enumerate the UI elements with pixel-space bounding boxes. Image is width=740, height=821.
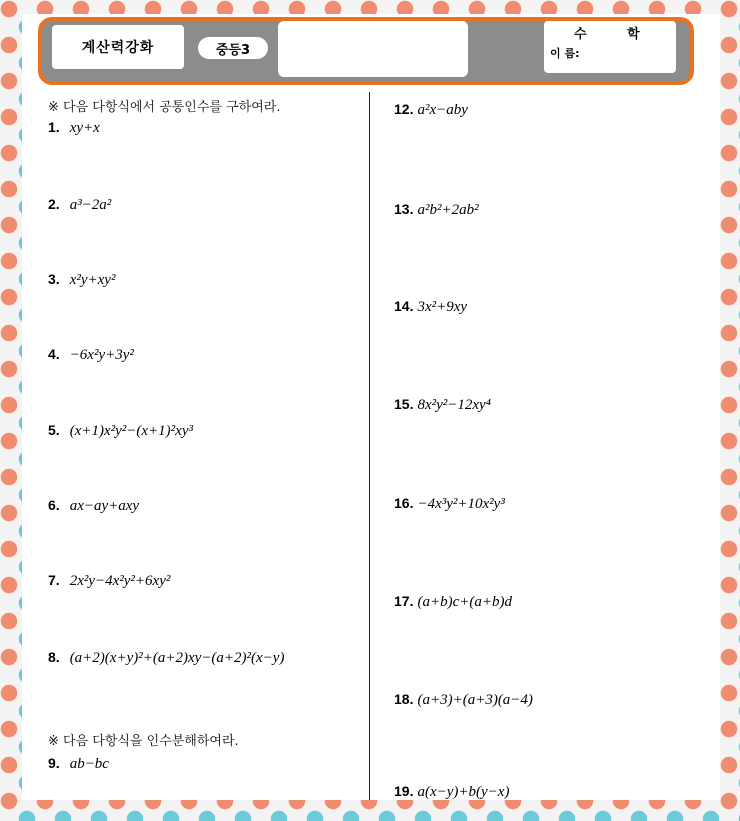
problem-expression: 3x²+9xy <box>417 299 468 315</box>
problem-expression: (x+1)x²y²−(x+1)²xy³ <box>69 423 193 439</box>
problem-number: 2. <box>48 196 60 212</box>
problem-number: 18. <box>394 691 414 707</box>
worksheet-page <box>22 14 720 800</box>
column-divider <box>369 92 370 800</box>
problem-number: 4. <box>48 346 60 362</box>
problem-19 <box>394 782 509 801</box>
problem-6 <box>48 496 139 515</box>
problem-number: 8. <box>48 649 60 665</box>
problem-expression: (a+b)c+(a+b)d <box>417 594 512 610</box>
problem-expression: −6x²y+3y² <box>69 347 134 363</box>
problem-number: 12. <box>394 101 414 117</box>
problem-number: 13. <box>394 201 414 217</box>
problem-number: 1. <box>48 119 60 135</box>
problem-expression: a²b²+2ab² <box>417 202 479 218</box>
name-label: 이 름: <box>550 47 580 60</box>
problem-number: 19. <box>394 783 414 799</box>
problem-number: 17. <box>394 593 414 609</box>
problem-7 <box>48 571 170 590</box>
problem-expression: (a+3)+(a+3)(a−4) <box>417 692 533 708</box>
problem-expression: a(x−y)+b(y−x) <box>417 784 510 800</box>
problem-expression: xy+x <box>69 120 100 136</box>
problem-15 <box>394 395 491 414</box>
problem-expression: x²y+xy² <box>69 272 116 288</box>
problem-4 <box>48 345 134 364</box>
instruction-common-factor: ※ 다음 다항식에서 공통인수를 구하여라. <box>48 100 281 115</box>
problem-2 <box>48 195 111 214</box>
name-box <box>544 21 676 73</box>
problem-14 <box>394 297 467 316</box>
instruction-factorize: ※ 다음 다항식을 인수분해하여라. <box>48 734 239 749</box>
problem-5 <box>48 421 193 440</box>
worksheet-title: 계산력강화 <box>52 25 184 69</box>
subject-label: 수 학 <box>574 27 658 42</box>
problem-9 <box>48 754 109 773</box>
grade-badge: 중등3 <box>198 37 268 59</box>
problem-expression: ax−ay+axy <box>69 498 140 514</box>
problem-3 <box>48 270 115 289</box>
problem-number: 6. <box>48 497 60 513</box>
problem-17 <box>394 592 512 611</box>
problem-expression: a³−2a² <box>69 197 112 213</box>
problem-expression: 8x²y²−12xy⁴ <box>417 397 491 413</box>
problem-number: 3. <box>48 271 60 287</box>
problem-number: 9. <box>48 755 60 771</box>
problem-16 <box>394 494 505 513</box>
problem-number: 16. <box>394 495 414 511</box>
problem-expression: a²x−aby <box>417 102 468 118</box>
problem-13 <box>394 200 479 219</box>
worksheet-header <box>38 17 694 85</box>
header-blank-box <box>278 21 468 77</box>
problem-expression: ab−bc <box>69 756 109 772</box>
problem-number: 15. <box>394 396 414 412</box>
problem-8 <box>48 648 284 667</box>
problem-18 <box>394 690 533 709</box>
problem-expression: 2x²y−4x²y²+6xy² <box>69 573 171 589</box>
problem-12 <box>394 100 468 119</box>
problem-number: 7. <box>48 572 60 588</box>
problem-number: 5. <box>48 422 60 438</box>
problem-number: 14. <box>394 298 414 314</box>
problem-expression: (a+2)(x+y)²+(a+2)xy−(a+2)²(x−y) <box>69 650 285 666</box>
problem-1 <box>48 118 100 137</box>
problem-expression: −4x³y²+10x²y³ <box>417 496 505 512</box>
